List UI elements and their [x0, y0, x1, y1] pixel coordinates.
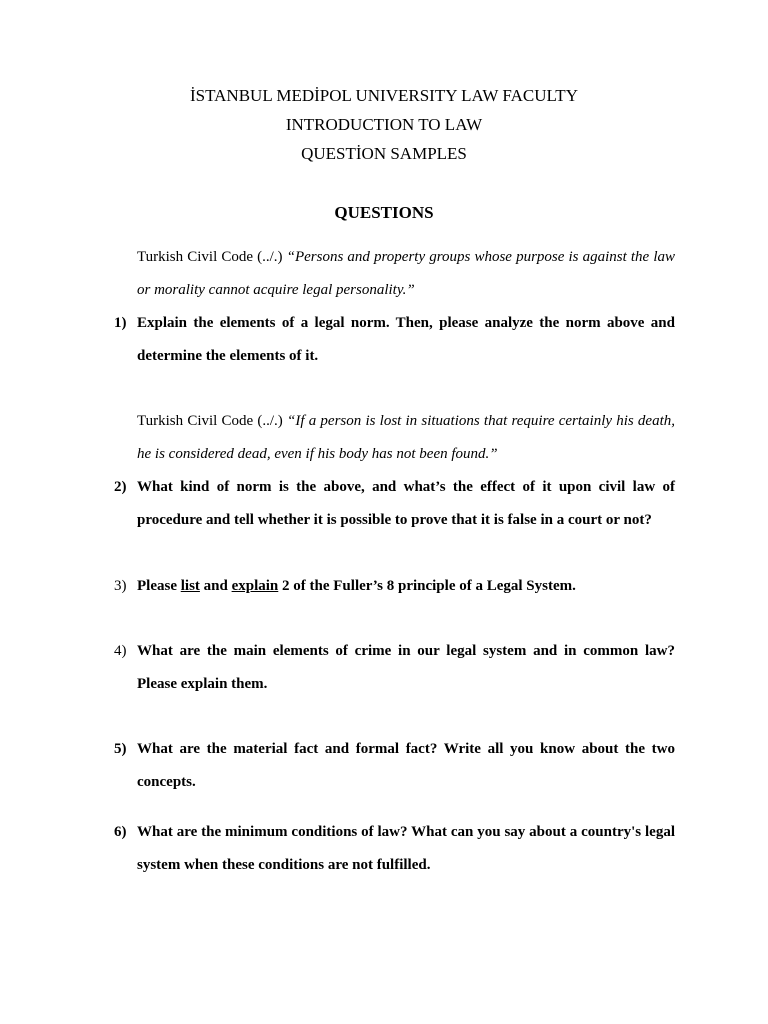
quote-2-text: “If a person is lost in situations that require certainly his death, he is considered dead, even if his body has not been found.” — [137, 413, 675, 462]
question-3-number: 3) — [114, 578, 127, 594]
question-6-number: 6) — [114, 824, 127, 840]
document-subtitle: QUESTİON SAMPLES — [301, 144, 467, 163]
question-1-text: Explain the elements of a legal norm. Then, please analyze the norm above and determine the elements of it. — [137, 315, 675, 364]
question-5-number: 5) — [114, 741, 127, 757]
course-title: INTRODUCTION TO LAW — [285, 115, 483, 134]
question-6-text: What are the minimum conditions of law? What can you say about a country's legal system when these conditions are not fulfilled. — [137, 824, 675, 873]
question-3-part-1: Please — [137, 578, 181, 594]
quote-1 — [137, 241, 675, 307]
quote-1-text: “Persons and property groups whose purpose is against the law or morality cannot acquire legal personality.” — [137, 249, 675, 298]
question-3-word-list: list — [180, 578, 200, 594]
quote-1-prefix: Turkish Civil Code (../.) — [137, 249, 287, 265]
question-3-part-2: and — [199, 578, 232, 594]
question-4-text: What are the main elements of crime in our legal system and in common law? Please explain them. — [137, 643, 675, 692]
quote-2-prefix: Turkish Civil Code (../.) — [137, 413, 288, 429]
section-title: QUESTIONS — [334, 203, 434, 222]
question-5-text: What are the material fact and formal fact? Write all you know about the two concepts. — [137, 741, 675, 790]
question-3-text — [137, 570, 675, 603]
question-2-number: 2) — [114, 479, 127, 495]
question-3-word-explain: explain — [231, 578, 279, 594]
question-4-number: 4) — [114, 643, 127, 659]
question-2-text: What kind of norm is the above, and what’s the effect of it upon civil law of procedure and tell whether it is possible to prove that it is false in a court or not? — [137, 479, 675, 528]
question-3-part-3: 2 of the Fuller’s 8 principle of a Legal System. — [278, 578, 576, 594]
quote-2 — [137, 405, 675, 471]
university-title: İSTANBUL MEDİPOL UNIVERSITY LAW FACULTY — [190, 86, 578, 105]
question-1-number: 1) — [114, 315, 127, 331]
